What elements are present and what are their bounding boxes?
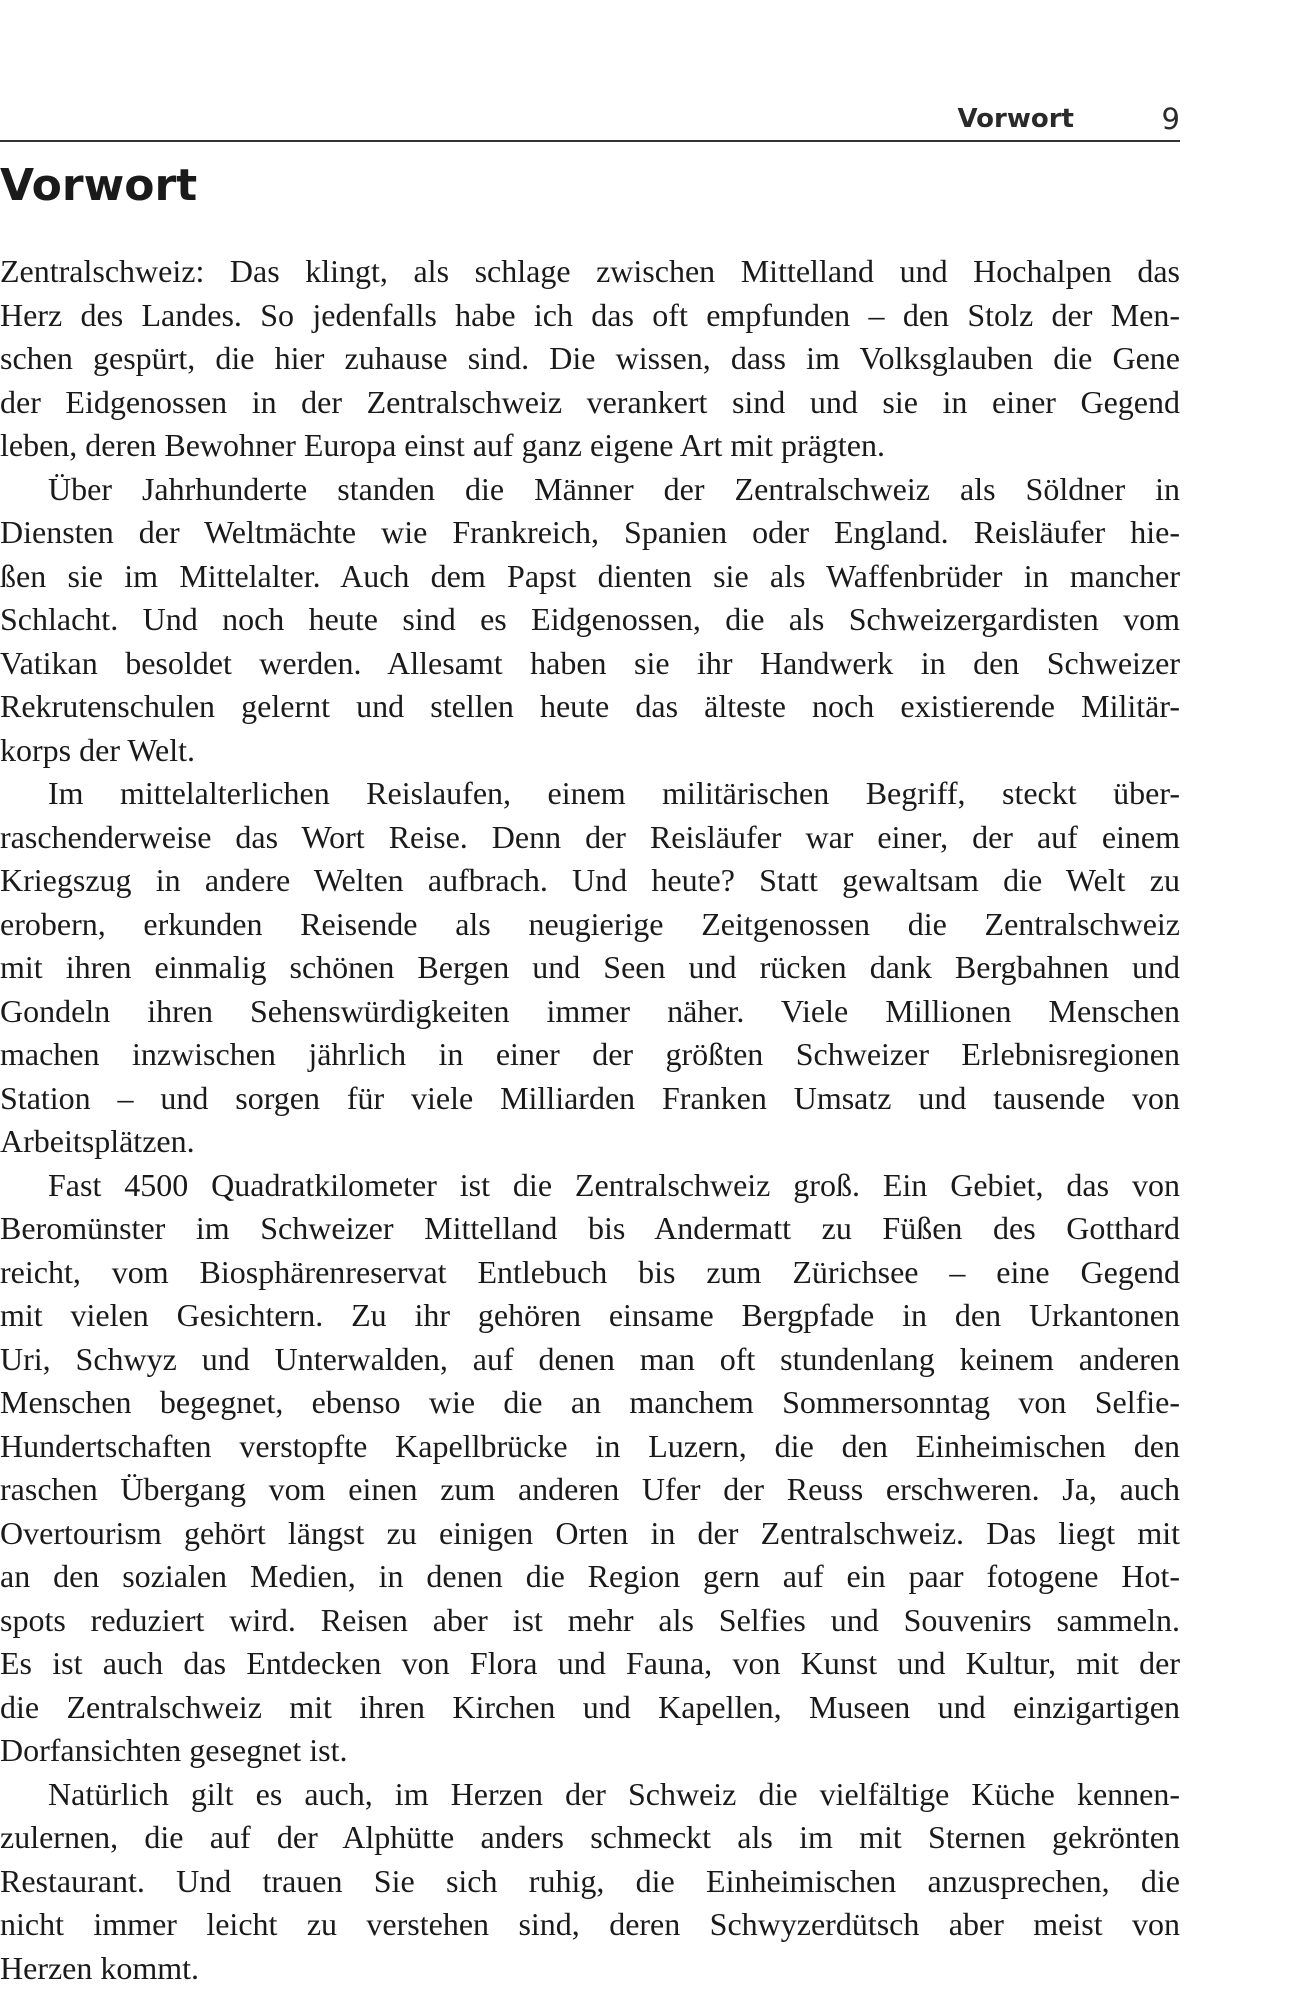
text-line: Zentralschweiz: Das klingt, als schlage zwischen Mittelland und Hochalpen das: [0, 253, 1180, 289]
text-line: Vatikan besoldet werden. Allesamt haben sie ihr Handwerk in den Schweizer: [0, 644, 1180, 681]
text-line: Schlacht. Und noch heute sind es Eidgenossen, die als Schweizergardisten vom: [0, 601, 1180, 637]
text-line: Fast 4500 Quadratkilometer ist die Zentralschweiz groß. Ein Gebiet, das von: [48, 1166, 1180, 1203]
page-number: 9: [1161, 102, 1180, 136]
text-line: Diensten der Weltmächte wie Frankreich, Spanien oder England. Reisläufer hie-: [0, 514, 1180, 550]
running-head: [0, 100, 1180, 142]
text-line: Herz des Landes. So jedenfalls habe ich das oft empfunden – den Stolz der Men-: [0, 296, 1180, 333]
text-line: erobern, erkunden Reisende als neugierige Zeitgenossen die Zentralschweiz: [0, 905, 1180, 942]
text-line: raschen Übergang vom einen zum anderen Ufer der Reuss erschweren. Ja, auch: [0, 1471, 1180, 1507]
text-line: ßen sie im Mittelalter. Auch dem Papst dienten sie als Waffenbrüder in mancher: [0, 557, 1180, 594]
text-line: Uri, Schwyz und Unterwalden, auf denen man oft stundenlang keinem anderen: [0, 1340, 1180, 1377]
text-line: reicht, vom Biosphärenreservat Entlebuch bis zum Zürichsee – eine Gegend: [0, 1253, 1180, 1290]
running-head-section: Vorwort: [957, 104, 1074, 134]
text-line: Gondeln ihren Sehenswürdigkeiten immer näher. Viele Millionen Menschen: [0, 992, 1180, 1029]
paragraph-2: [0, 468, 1180, 773]
paragraph-1: [0, 250, 1180, 468]
text-line: machen inzwischen jährlich in einer der größten Schweizer Erlebnisregionen: [0, 1036, 1180, 1072]
paragraph-5: [0, 1773, 1180, 1991]
text-line: der Eidgenossen in der Zentralschweiz verankert sind und sie in einer Gegend: [0, 383, 1180, 420]
text-line: Arbeitsplätzen.: [0, 1123, 195, 1159]
text-line: schen gespürt, die hier zuhause sind. Die wissen, dass im Volksglauben die Gene: [0, 340, 1180, 376]
text-line: mit vielen Gesichtern. Zu ihr gehören einsame Bergpfade in den Urkantonen: [0, 1297, 1180, 1333]
text-line: raschenderweise das Wort Reise. Denn der Reisläufer war einer, der auf einem: [0, 818, 1180, 855]
text-line: zulernen, die auf der Alphütte anders schmeckt als im mit Sternen gekrönten: [0, 1819, 1180, 1855]
text-line: Über Jahrhunderte standen die Männer der Zentralschweiz als Söldner in: [48, 470, 1180, 507]
text-line: die Zentralschweiz mit ihren Kirchen und Kapellen, Museen und einzigartigen: [0, 1688, 1180, 1725]
text-line: Kriegszug in andere Welten aufbrach. Und heute? Statt gewaltsam die Welt zu: [0, 862, 1180, 898]
text-line: leben, deren Bewohner Europa einst auf ganz eigene Art mit prägten.: [0, 427, 885, 463]
text-line: Es ist auch das Entdecken von Flora und Fauna, von Kunst und Kultur, mit der: [0, 1645, 1180, 1681]
text-line: Natürlich gilt es auch, im Herzen der Schweiz die vielfältige Küche kennen-: [48, 1775, 1180, 1812]
paragraph-4: [0, 1164, 1180, 1773]
text-line: Rekrutenschulen gelernt und stellen heute das älteste noch existierende Militär-: [0, 688, 1180, 724]
text-line: Beromünster im Schweizer Mittelland bis Andermatt zu Füßen des Gotthard: [0, 1210, 1180, 1246]
text-line: Im mittelalterlichen Reislaufen, einem militärischen Begriff, steckt über-: [48, 775, 1180, 811]
text-line: Station – und sorgen für viele Milliarden Franken Umsatz und tausende von: [0, 1079, 1180, 1116]
text-line: Menschen begegnet, ebenso wie die an manchem Sommersonntag von Selfie-: [0, 1384, 1180, 1420]
text-line: Overtourism gehört längst zu einigen Orten in der Zentralschweiz. Das liegt mit: [0, 1514, 1180, 1551]
text-line: Herzen kommt.: [0, 1949, 200, 1986]
text-line: mit ihren einmalig schönen Bergen und Seen und rücken dank Bergbahnen und: [0, 949, 1180, 985]
text-line: spots reduziert wird. Reisen aber ist mehr als Selfies und Souvenirs sammeln.: [0, 1601, 1180, 1638]
text-line: Restaurant. Und trauen Sie sich ruhig, die Einheimischen anzusprechen, die: [0, 1862, 1180, 1899]
text-line: korps der Welt.: [0, 731, 196, 768]
body-text: [0, 250, 1180, 1990]
text-line: Dorfansichten gesegnet ist.: [0, 1732, 348, 1768]
text-line: an den sozialen Medien, in denen die Region gern auf ein paar fotogene Hot-: [0, 1558, 1180, 1594]
text-line: nicht immer leicht zu verstehen sind, deren Schwyzerdütsch aber meist von: [0, 1906, 1180, 1942]
chapter-title: Vorwort: [0, 160, 198, 211]
text-line: Hundertschaften verstopfte Kapellbrücke in Luzern, die den Einheimischen den: [0, 1427, 1180, 1464]
paragraph-3: [0, 772, 1180, 1164]
